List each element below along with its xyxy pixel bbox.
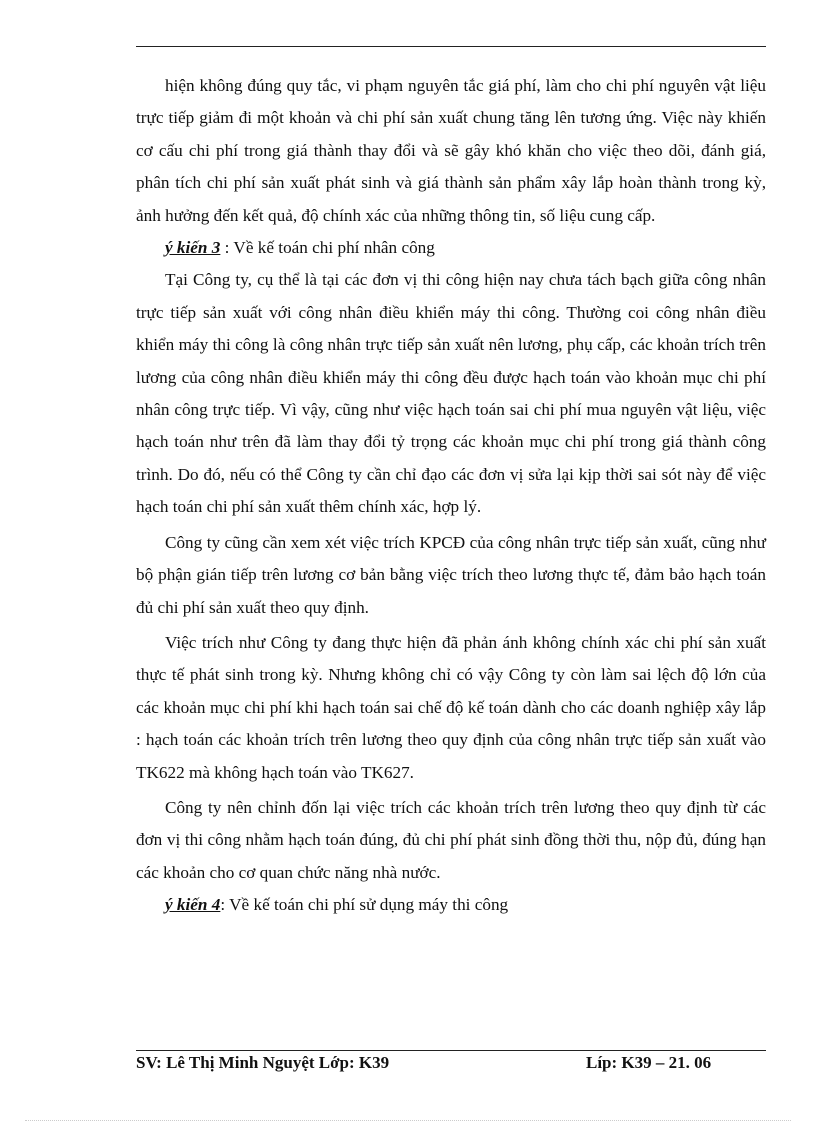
heading-opinion-3 (136, 232, 766, 264)
header-rule (136, 46, 766, 47)
footer-rule (136, 1050, 766, 1051)
paragraph-labor-cost: Tại Công ty, cụ thể là tại các đơn vị thi công hiện nay chưa tách bạch giữa công nhân trực tiếp sản xuất với công nhân điều khiển máy thi công. Thường coi công nhân điều khiển máy thi công là công nhân trực tiếp sản xuất nên lương, phụ cấp, các khoản trích trên lương của công nhân điều khiển máy thi công đều được hạch toán vào khoản mục chi phí nhân công trực tiếp. Vì vậy, cũng như việc hạch toán sai chi phí mua nguyên vật liệu, việc hạch toán như trên đã làm thay đổi tỷ trọng các khoản mục chi phí trong giá thành công trình. Do đó, nếu có thể Công ty cần chỉ đạo các đơn vị sửa lại kịp thời sai sót này để việc hạch toán chi phí sản xuất thêm chính xác, hợp lý. (136, 270, 766, 517)
paragraph-intro: hiện không đúng quy tắc, vi phạm nguyên tắc giá phí, làm cho chi phí nguyên vật liệu trực tiếp giảm đi một khoản và chi phí sản xuất chung tăng lên tương ứng. Việc này khiến cơ cấu chi phí trong giá thành thay đổi và sẽ gây khó khăn cho việc theo dõi, đánh giá, phân tích chi phí sản xuất phát sinh và giá thành sản phẩm xây lắp hoàn thành trong kỳ, ảnh hưởng đến kết quả, độ chính xác của những thông tin, số liệu cung cấp. (136, 76, 766, 225)
heading-opinion-3-label: ý kiến 3 (165, 238, 221, 258)
page-bottom-edge (25, 1120, 791, 1121)
heading-opinion-4-label: ý kiến 4 (165, 895, 221, 915)
paragraph-recommendation: Công ty nên chỉnh đốn lại việc trích các khoản trích trên lương theo quy định từ các đơn vị thi công nhằm hạch toán đúng, đủ chi phí phát sinh đồng thời thu, nộp đủ, đúng hạn các khoản cho cơ quan chức năng nhà nước. (136, 797, 766, 882)
footer-student-info: SV: Lê Thị Minh Nguyệt Lớp: K39 (136, 1053, 390, 1072)
document-body (136, 70, 766, 922)
heading-opinion-4 (136, 889, 766, 921)
heading-opinion-3-text: : Về kế toán chi phí nhân công (220, 238, 435, 258)
paragraph-kpcd: Công ty cũng cần xem xét việc trích KPCĐ của công nhân trực tiếp sản xuất, cũng như bộ phận gián tiếp trên lương cơ bản bằng việc trích theo lương thực tế, đảm bảo hạch toán đủ chi phí sản xuất theo quy định. (136, 532, 766, 617)
paragraph-deduction-impact: Việc trích như Công ty đang thực hiện đã phản ánh không chính xác chi phí sản xuất thực tế phát sinh trong kỳ. Nhưng không chỉ có vậy Công ty còn làm sai lệch độ lớn của các khoản mục chi phí khi hạch toán sai chế độ kế toán dành cho các doanh nghiệp xây lắp : hạch toán các khoản trích trên lương theo quy định của công nhân trực tiếp sản xuất vào TK622 mà không hạch toán vào TK627. (136, 632, 766, 782)
footer-class-info: Líp: K39 – 21. 06 (586, 1053, 712, 1072)
heading-opinion-4-text: : Về kế toán chi phí sử dụng máy thi công (220, 895, 509, 915)
